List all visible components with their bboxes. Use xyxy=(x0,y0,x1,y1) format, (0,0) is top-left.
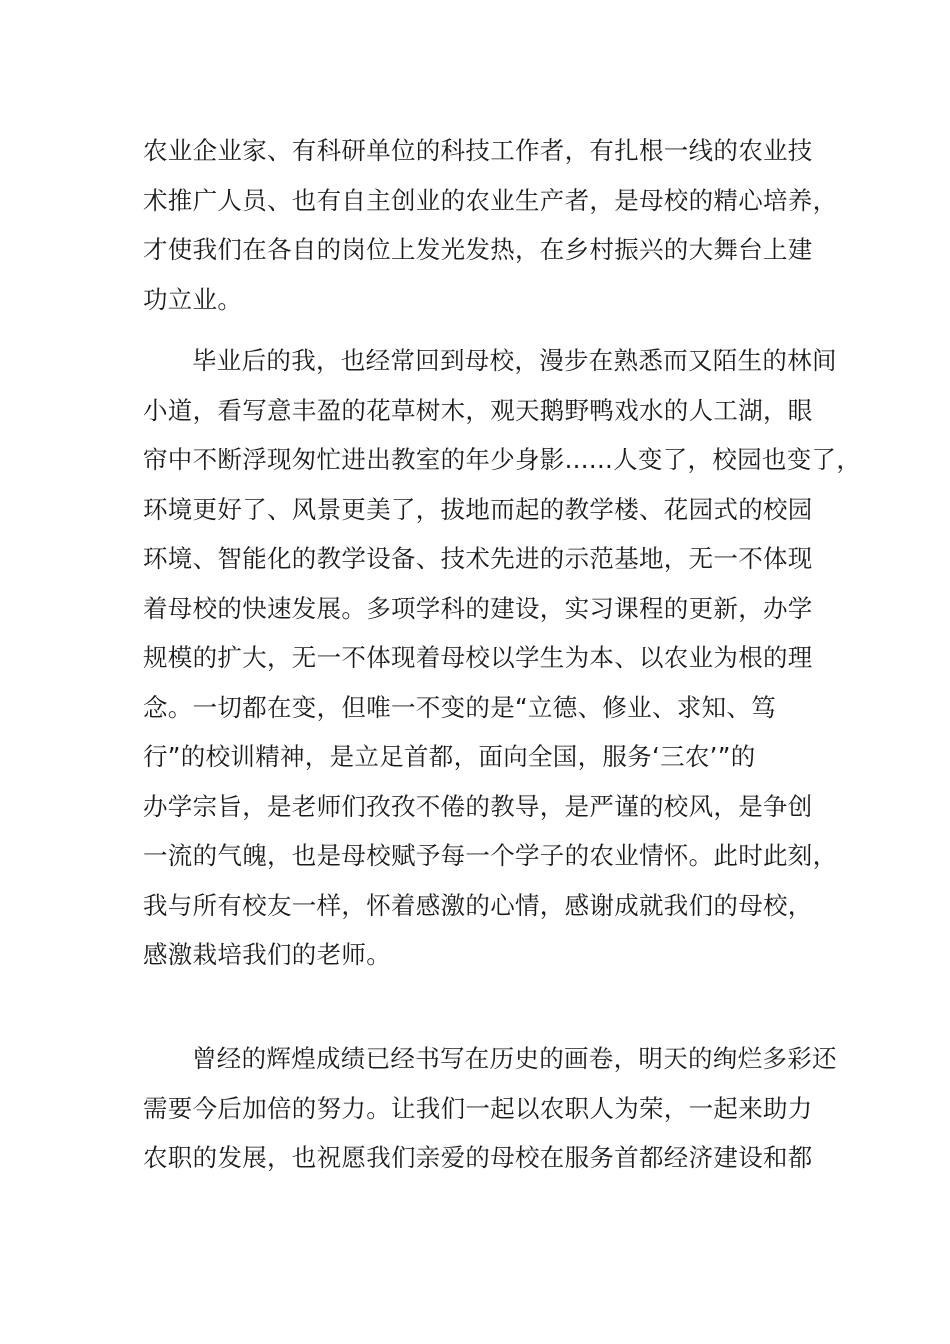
paragraph-1 xyxy=(143,126,838,324)
text-line: 办学宗旨，是老师们孜孜不倦的教导，是严谨的校风，是争创 xyxy=(143,791,813,821)
text-line: 我与所有校友一样，怀着感激的心情，感谢成就我们的母校， xyxy=(143,890,813,920)
text-line: 帘中不断浮现匆忙进出教室的年少身影......人变了，校园也变了， xyxy=(143,445,862,474)
text-line: 需要今后加倍的努力。让我们一起以农职人为荣，一起来助力 xyxy=(143,1093,813,1123)
text-line: 环境更好了、风景更美了，拔地而起的教学楼、花园式的校园 xyxy=(143,494,813,524)
paragraph-2 xyxy=(143,336,862,980)
text-line: 感激栽培我们的老师。 xyxy=(143,940,391,969)
text-line: 一流的气魄，也是母校赋予每一个学子的农业情怀。此时此刻， xyxy=(143,841,838,870)
text-line: 环境、智能化的教学设备、技术先进的示范基地，无一不体现 xyxy=(143,544,813,573)
text-line: 着母校的快速发展。多项学科的建设，实习课程的更新，办学 xyxy=(143,593,813,623)
text-line: 农职的发展，也祝愿我们亲爱的母校在服务首都经济建设和都 xyxy=(143,1143,813,1172)
text-line: 农业企业家、有科研单位的科技工作者，有扎根一线的农业技 xyxy=(143,136,813,165)
text-line: 念。一切都在变，但唯一不变的是“立德、修业、求知、笃 xyxy=(143,692,776,722)
paragraph-3 xyxy=(143,1034,837,1183)
text-line: 功立业。 xyxy=(143,284,243,314)
text-line: 行”的校训精神，是立足首都，面向全国，服务‘三农’”的 xyxy=(143,742,756,771)
text-line-indented: 曾经的辉煌成绩已经书写在历史的画卷，明天的绚烂多彩还 xyxy=(192,1044,837,1073)
text-line-indented: 毕业后的我，也经常回到母校，漫步在熟悉而又陌生的林间 xyxy=(192,346,837,375)
text-line: 小道，看写意丰盈的花草树木，观天鹅野鸭戏水的人工湖，眼 xyxy=(143,395,813,425)
text-line: 规模的扩大，无一不体现着母校以学生为本、以农业为根的理 xyxy=(143,643,813,672)
text-line: 术推广人员、也有自主创业的农业生产者，是母校的精心培养， xyxy=(143,185,838,215)
text-line: 才使我们在各自的岗位上发光发热，在乡村振兴的大舞台上建 xyxy=(143,235,813,264)
